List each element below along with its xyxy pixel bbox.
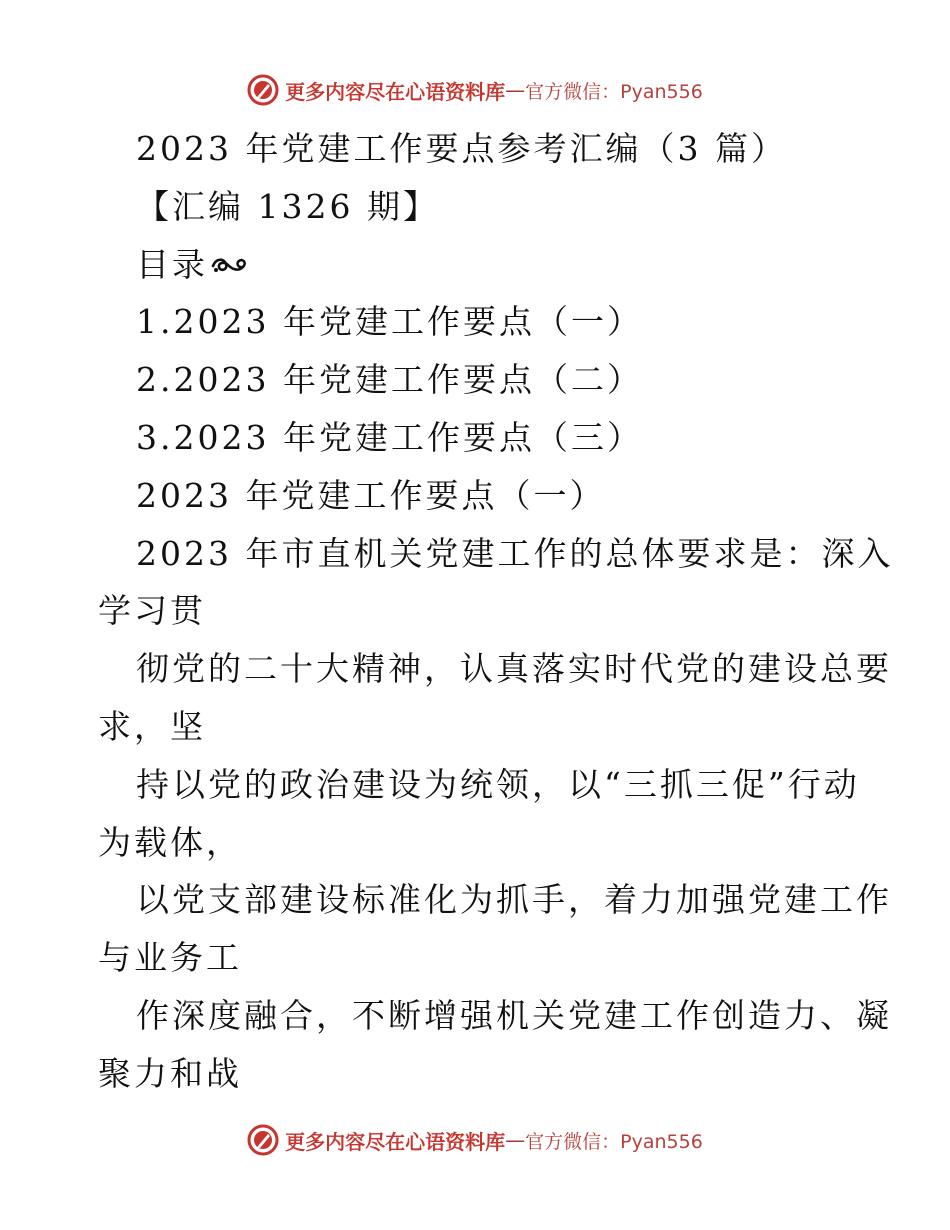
paragraph-line: 求，坚 <box>98 706 206 746</box>
paragraph-line: 持以党的政治建设为统领，以“三抓三促”行动 <box>136 764 860 804</box>
paragraph-line: 彻党的二十大精神，认真落实时代党的建设总要 <box>136 649 892 689</box>
paragraph-line: 学习贯 <box>98 591 206 631</box>
paragraph-line: 为载体， <box>98 822 242 862</box>
document-title: 2023 年党建工作要点参考汇编（3 篇） <box>136 129 787 168</box>
paragraph-line: 作深度融合，不断增强机关党建工作创造力、凝 <box>136 995 892 1035</box>
header-wechat-text: 官方微信：Pyan556 <box>525 80 703 103</box>
footer-brand-text: 更多内容尽在心语资料库 <box>285 1129 506 1154</box>
scroll-flourish-icon <box>210 250 250 280</box>
footer-wechat-text: 官方微信：Pyan556 <box>525 1130 703 1153</box>
pen-logo-icon <box>247 74 279 106</box>
issue-label: 【汇编 1326 期】 <box>136 186 439 226</box>
toc-heading <box>98 236 858 294</box>
header-banner <box>0 70 950 110</box>
paragraph-line: 2023 年市直机关党建工作的总体要求是：深入 <box>136 533 894 573</box>
document-body <box>98 120 894 1103</box>
section-title: 2023 年党建工作要点（一） <box>136 475 606 515</box>
header-brand-text: 更多内容尽在心语资料库 <box>285 79 506 104</box>
toc-label: 目录 <box>136 244 208 284</box>
footer-separator: — <box>505 1128 526 1152</box>
pen-logo-icon <box>247 1124 279 1156</box>
toc-item: 3.2023 年党建工作要点（三） <box>136 417 643 457</box>
footer-banner <box>0 1120 950 1160</box>
paragraph-line: 以党支部建设标准化为抓手，着力加强党建工作 <box>136 880 892 920</box>
toc-item: 1.2023 年党建工作要点（一） <box>136 302 643 342</box>
header-separator: — <box>505 78 526 102</box>
toc-item: 2.2023 年党建工作要点（二） <box>136 360 643 400</box>
paragraph-line: 聚力和战 <box>98 1053 242 1093</box>
paragraph-line: 与业务工 <box>98 938 242 978</box>
